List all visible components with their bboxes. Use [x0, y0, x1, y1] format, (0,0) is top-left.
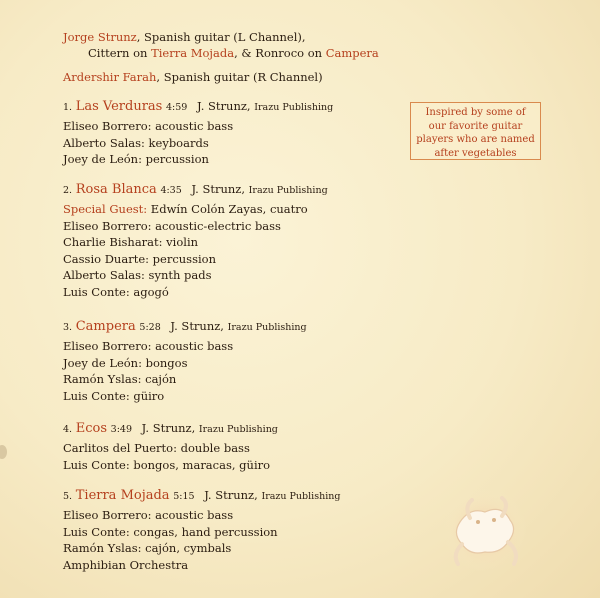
track-publisher: Irazu Publishing: [261, 491, 341, 502]
track-4: [63, 418, 278, 473]
player-credit: Alberto Salas: keyboards: [63, 135, 209, 150]
credit-line-farah: Ardershir Farah, Spanish guitar (R Channel): [63, 70, 323, 84]
song-reference: Tierra Mojada: [151, 46, 235, 60]
track-publisher: Irazu Publishing: [227, 322, 307, 333]
vegetable-note-box: Inspired by some of our favorite guitar players who are named after vegetables: [410, 102, 541, 160]
track-composer: J. Strunz,: [191, 182, 245, 196]
special-guest-credit: Special Guest: Edwín Colón Zayas, cuatro: [63, 202, 308, 216]
player-credit: Luis Conte: congas, hand percussion: [63, 524, 278, 539]
track-title: Tierra Mojada: [75, 488, 170, 503]
track-header: 1. Las Verduras 4:59 J. Strunz, Irazu Publishing: [63, 99, 334, 114]
track-title: Las Verduras: [75, 99, 163, 114]
track-header: 3. Campera 5:28 J. Strunz, Irazu Publishing: [63, 319, 307, 334]
track-composer: J. Strunz,: [141, 421, 196, 435]
frog-illustration: [440, 482, 530, 572]
player-credit: Joey de León: bongos: [63, 355, 188, 370]
track-publisher: Irazu Publishing: [248, 185, 328, 196]
track-1: [63, 96, 333, 168]
player-credit: Eliseo Borrero: acoustic bass: [63, 339, 234, 353]
player-credit: Eliseo Borrero: acoustic-electric bass: [63, 218, 281, 233]
track-time: 5:28: [139, 322, 161, 333]
track-2: [63, 179, 328, 301]
credit-line-strunz: Jorge Strunz, Spanish guitar (L Channel),: [63, 30, 306, 44]
player-credit: Eliseo Borrero: acoustic bass: [63, 508, 234, 522]
player-credit: Amphibian Orchestra: [63, 557, 189, 572]
track-3: [63, 316, 307, 404]
track-header: 4. Ecos 3:49 J. Strunz, Irazu Publishing: [63, 421, 278, 436]
track-composer: J. Strunz,: [197, 99, 251, 113]
song-reference: Campera: [325, 46, 379, 60]
player-credit: Luis Conte: güiro: [63, 388, 165, 403]
track-time: 3:49: [110, 424, 133, 435]
track-header: 5. Tierra Mojada 5:15 J. Strunz, Irazu Publishing: [63, 488, 341, 503]
player-credit: Ramón Yslas: cajón: [63, 372, 177, 387]
track-time: 5:15: [173, 491, 195, 502]
track-header: 2. Rosa Blanca 4:35 J. Strunz, Irazu Publishing: [63, 182, 328, 197]
track-time: 4:59: [166, 102, 188, 113]
track-composer: J. Strunz,: [170, 319, 224, 333]
player-credit: Cassio Duarte: percussion: [63, 251, 216, 266]
paper-speck: [0, 445, 7, 459]
track-5: [63, 485, 340, 573]
performer-name: Ardershir Farah: [63, 70, 157, 84]
track-publisher: Irazu Publishing: [198, 424, 278, 435]
player-credit: Joey de León: percussion: [63, 152, 209, 167]
player-credit: Luis Conte: agogó: [63, 284, 169, 299]
player-credit: Charlie Bisharat: violin: [63, 235, 199, 250]
performer-credits: [63, 30, 379, 84]
performer-name: Jorge Strunz: [63, 30, 137, 44]
player-credit: Ramón Yslas: cajón, cymbals: [63, 541, 232, 556]
player-credit: Alberto Salas: synth pads: [63, 268, 212, 283]
track-publisher: Irazu Publishing: [254, 102, 334, 113]
player-credit: Eliseo Borrero: acoustic bass: [63, 119, 234, 133]
player-credit: Luis Conte: bongos, maracas, güiro: [63, 457, 271, 472]
track-time: 4:35: [160, 185, 182, 196]
player-credit: Carlitos del Puerto: double bass: [63, 441, 250, 455]
track-title: Campera: [75, 319, 136, 334]
track-composer: J. Strunz,: [204, 488, 258, 502]
track-title: Rosa Blanca: [75, 182, 157, 197]
credit-line-cittern: Cittern on Tierra Mojada, & Ronroco on Campera: [88, 46, 379, 60]
track-title: Ecos: [75, 421, 108, 436]
